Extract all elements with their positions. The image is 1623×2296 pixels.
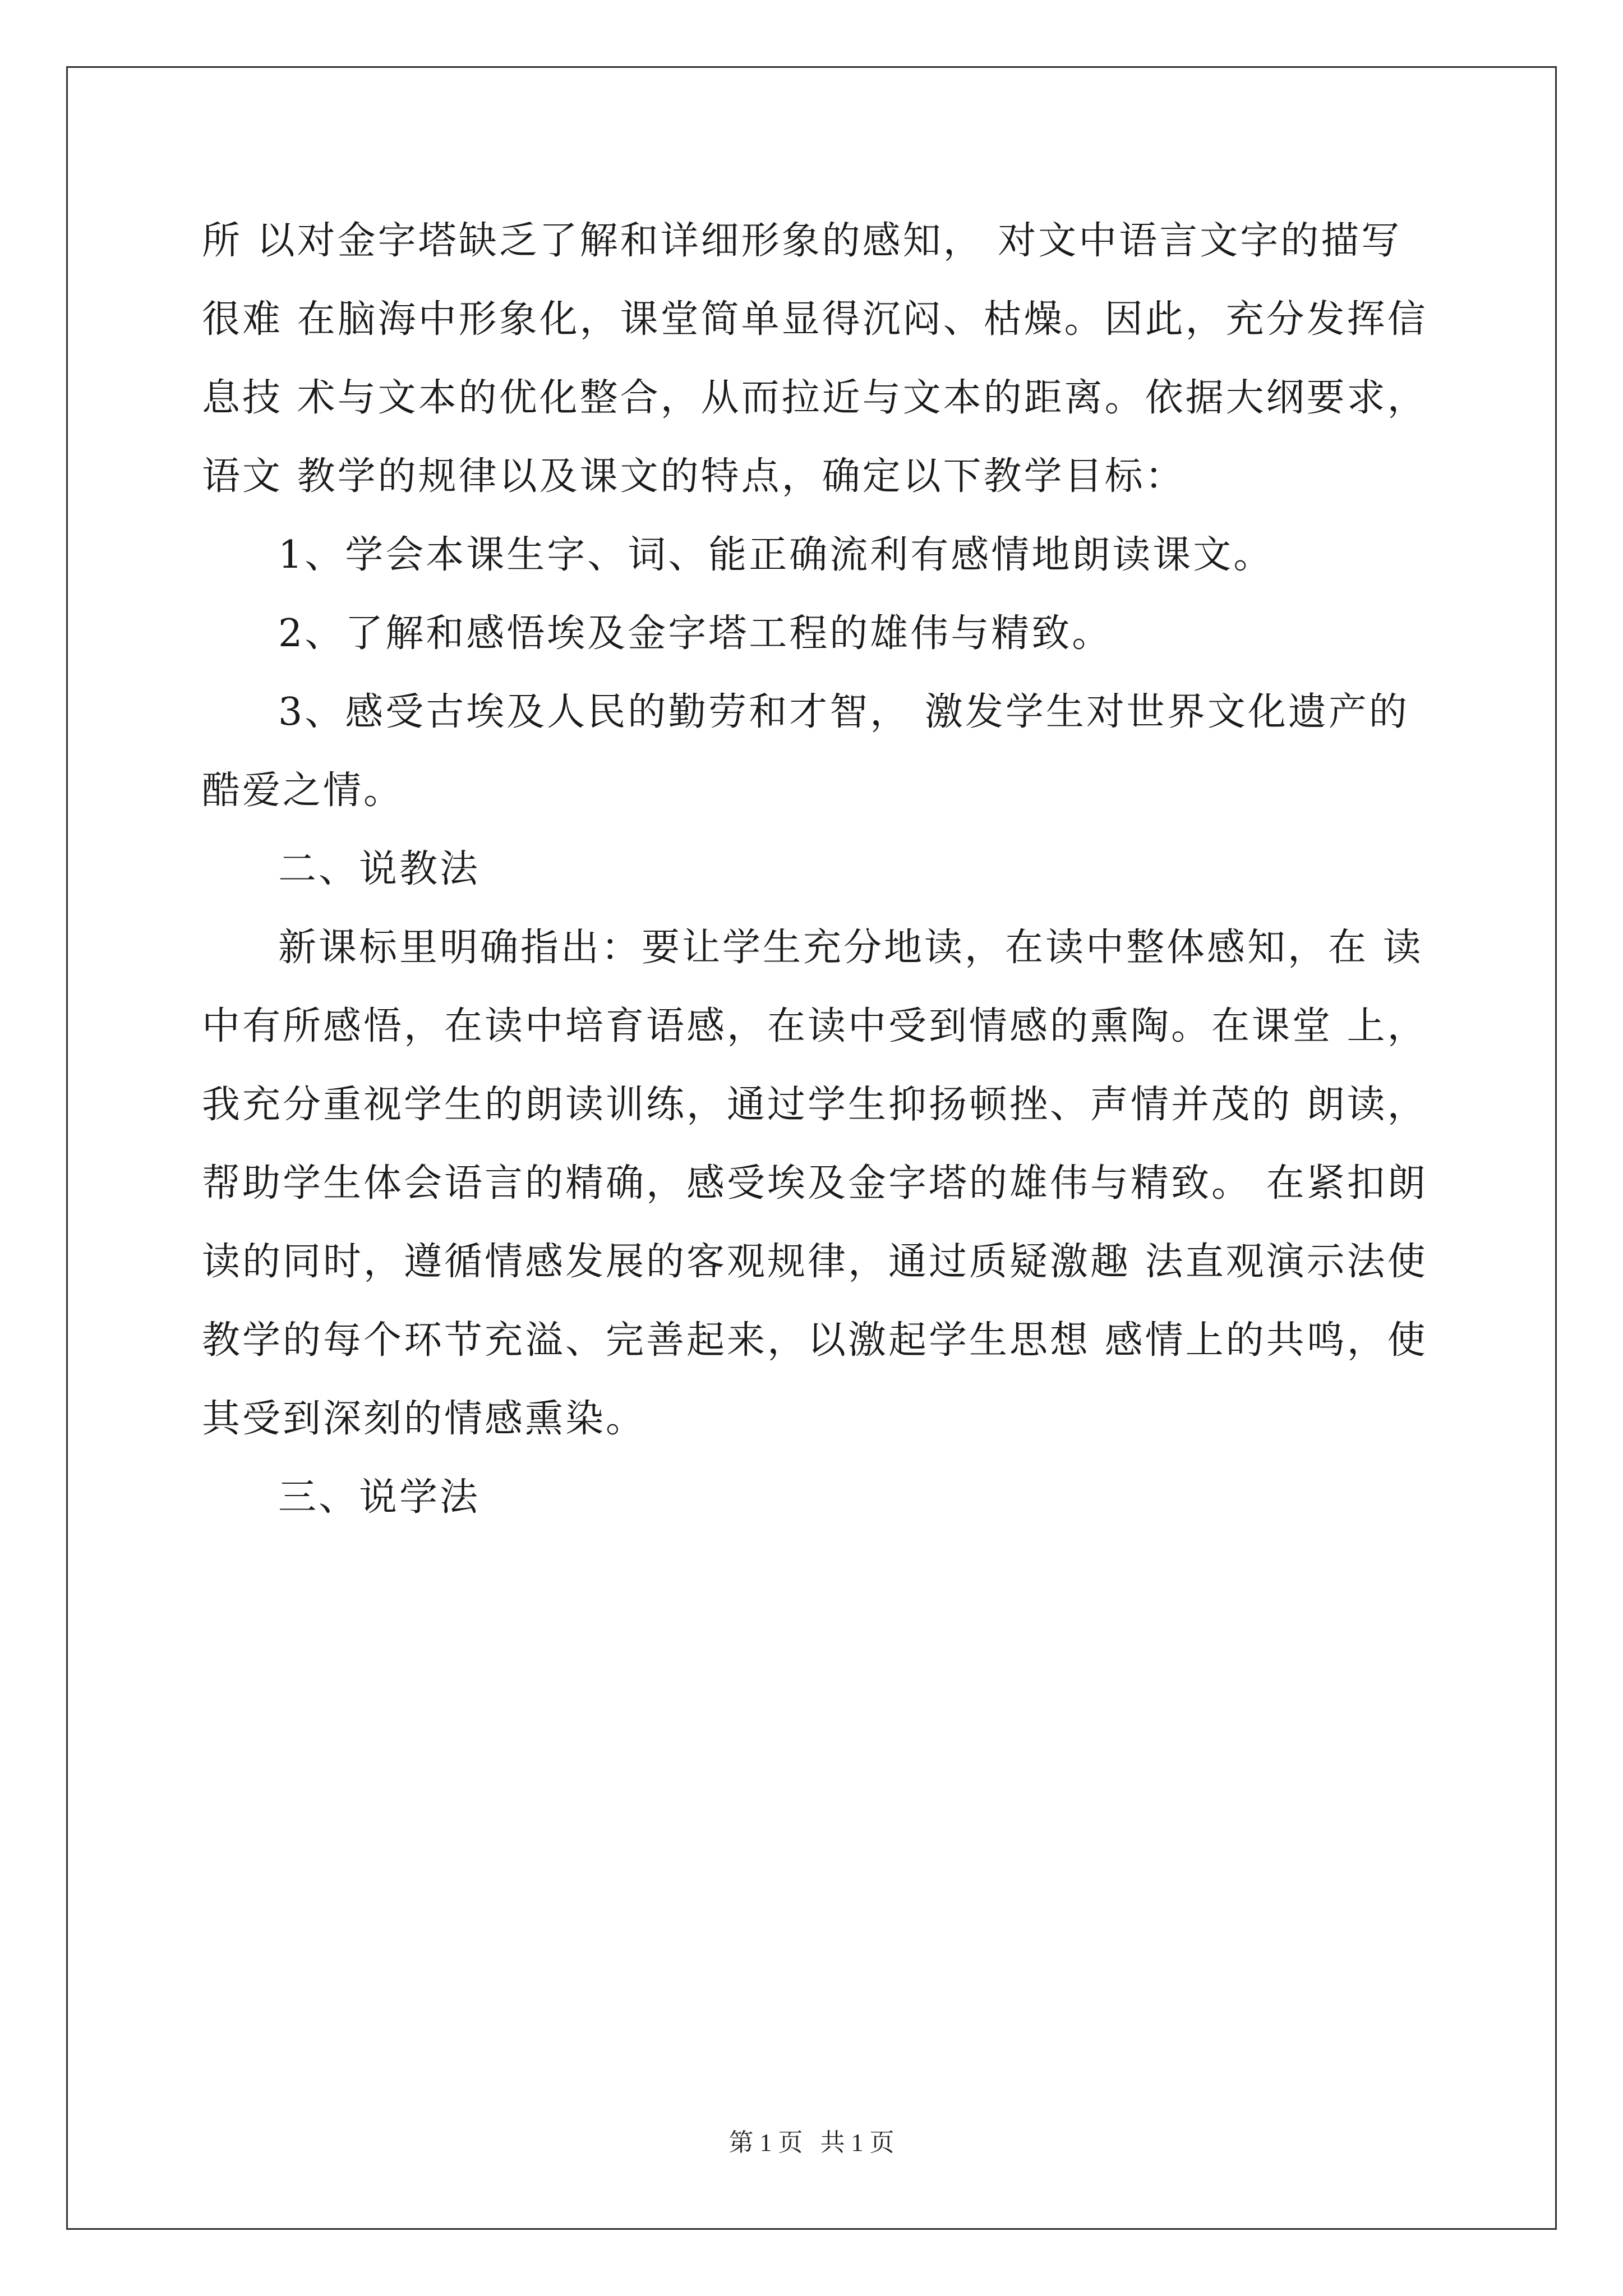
paragraph-line-1: 所 以对金字塔缺乏了解和详细形象的感知， 对文中语言文字的描写 [202, 219, 1402, 263]
page-footer [0, 2126, 1623, 2160]
objective-item-2: 2、了解和感悟埃及金字塔工程的雄伟与精致。 [278, 611, 1113, 656]
section-heading-teaching-method: 二、说教法 [278, 847, 481, 891]
paragraph-line-10: 新课标里明确指出：要让学生充分地读，在读中整体感知，在 读 [278, 926, 1423, 970]
paragraph-line-4: 语文 教学的规律以及课文的特点，确定以下教学目标： [202, 454, 1186, 499]
page-number: 第 1 页 [728, 2129, 803, 2156]
page-total: 共 1 页 [820, 2129, 895, 2156]
objective-item-3: 3、感受古埃及人民的勤劳和才智， 激发学生对世界文化遗产的 [278, 690, 1409, 734]
paragraph-line-15: 教学的每个环节充溢、完善起来，以激起学生思想 感情上的共鸣，使 [202, 1318, 1428, 1363]
objective-item-3-continued: 酷爱之情。 [202, 769, 404, 813]
objective-item-1: 1、学会本课生字、词、能正确流利有感情地朗读课文。 [278, 533, 1274, 577]
paragraph-line-11: 中有所感悟，在读中培育语感，在读中受到情感的熏陶。在课堂 上， [202, 1004, 1428, 1048]
section-heading-learning-method: 三、说学法 [278, 1475, 481, 1520]
paragraph-line-12: 我充分重视学生的朗读训练，通过学生抑扬顿挫、声情并茂的 朗读， [202, 1083, 1428, 1127]
paragraph-line-14: 读的同时，遵循情感发展的客观规律，通过质疑激趣 法直观演示法使 [202, 1240, 1428, 1284]
paragraph-line-16: 其受到深刻的情感熏染。 [202, 1397, 647, 1441]
paragraph-line-3: 息技 术与文本的优化整合，从而拉近与文本的距离。依据大纲要求， [202, 376, 1428, 420]
paragraph-line-13: 帮助学生体会语言的精确，感受埃及金字塔的雄伟与精致。 在紧扣朗 [202, 1161, 1428, 1205]
paragraph-line-2: 很难 在脑海中形象化，课堂简单显得沉闷、枯燥。因此，充分发挥信 [202, 297, 1428, 342]
